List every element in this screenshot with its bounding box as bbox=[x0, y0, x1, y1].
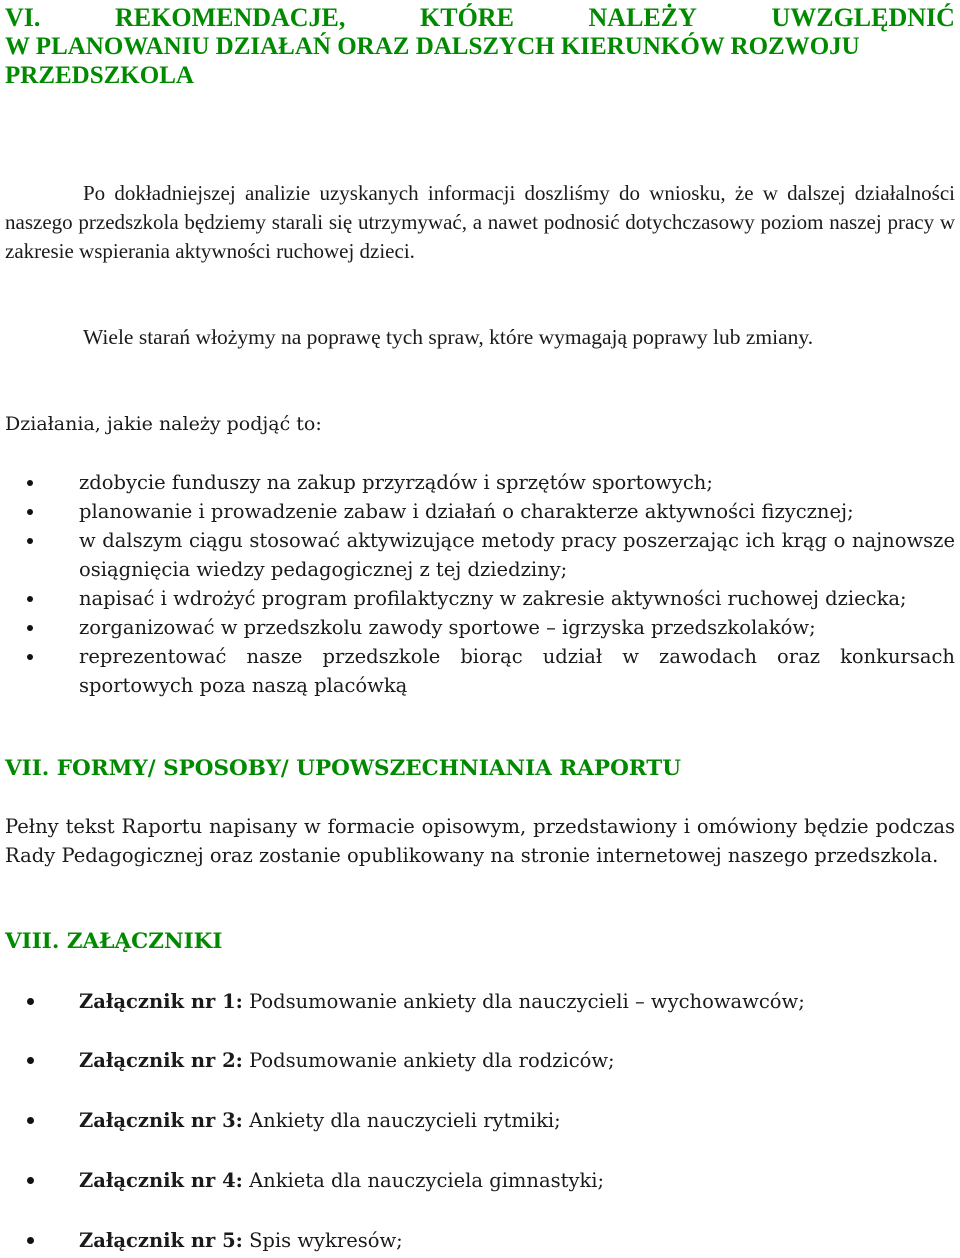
heading-word: UWZGLĘDNIĆ bbox=[771, 3, 955, 32]
list-item: w dalszym ciągu stosować aktywizujące metody pracy poszerzając ich krąg o najnowsze osiągnięcia wiedzy pedagogicznej z tej dziedziny; bbox=[0, 526, 955, 584]
list-item: planowanie i prowadzenie zabaw i działań o charakterze aktywności fizycznej; bbox=[0, 497, 955, 526]
attachment-item bbox=[0, 1046, 615, 1075]
list-item: napisać i wdrożyć program profilaktyczny w zakresie aktywności ruchowej dziecka; bbox=[0, 584, 955, 613]
list-item: reprezentować nasze przedszkole biorąc udział w zawodach oraz konkursach sportowych poza naszą placówką bbox=[0, 642, 955, 700]
attachment-text: Spis wykresów; bbox=[249, 1229, 403, 1252]
list-item: zorganizować w przedszkolu zawody sportowe – igrzyska przedszkolaków; bbox=[0, 613, 955, 642]
list-item: zdobycie funduszy na zakup przyrządów i sprzętów sportowych; bbox=[0, 468, 955, 497]
section-7-paragraph: Pełny tekst Raportu napisany w formacie opisowym, przedstawiony i omówiony będzie podczas Rady Pedagogicznej oraz zostanie opublikowany na stronie internetowej naszego przedszkola. bbox=[5, 815, 955, 867]
heading-word: VI. bbox=[5, 3, 41, 32]
heading-word: REKOMENDACJE, bbox=[115, 3, 346, 32]
heading-word: KTÓRE bbox=[420, 3, 514, 32]
heading-line-3: PRZEDSZKOLA bbox=[5, 62, 194, 89]
attachment-text: Ankiety dla nauczycieli rytmiki; bbox=[249, 1109, 561, 1132]
attachment-label: Załącznik nr 1: bbox=[79, 990, 243, 1013]
attachment-item bbox=[0, 987, 805, 1016]
attachment-label: Załącznik nr 5: bbox=[79, 1229, 243, 1252]
section-8-heading: VIII. ZAŁĄCZNIKI bbox=[5, 929, 223, 954]
attachment-text: Podsumowanie ankiety dla rodziców; bbox=[249, 1049, 615, 1072]
actions-lead: Działania, jakie należy podjąć to: bbox=[5, 413, 322, 435]
paragraph-conclusions: Po dokładniejszej analizie uzyskanych informacji doszliśmy do wniosku, że w dalszej działalności naszego przedszkola będziemy starali się utrzymywać, a nawet podnosić dotychczasowy poziom naszej pracy w zakresie wspierania aktywności ruchowej dzieci. bbox=[5, 181, 955, 263]
section-7-heading: VII. FORMY/ SPOSOBY/ UPOWSZECHNIANIA RAPORTU bbox=[5, 756, 682, 781]
heading-word: NALEŻY bbox=[588, 3, 697, 32]
attachment-item bbox=[0, 1106, 561, 1135]
attachment-text: Ankieta dla nauczyciela gimnastyki; bbox=[249, 1169, 605, 1192]
attachment-label: Załącznik nr 3: bbox=[79, 1109, 243, 1132]
paragraph-improvements: Wiele starań włożymy na poprawę tych spraw, które wymagają poprawy lub zmiany. bbox=[83, 325, 814, 349]
attachment-text: Podsumowanie ankiety dla nauczycieli – wychowawców; bbox=[249, 990, 805, 1013]
attachment-label: Załącznik nr 2: bbox=[79, 1049, 243, 1072]
attachment-item bbox=[0, 1166, 604, 1195]
heading-line-2: W PLANOWANIU DZIAŁAŃ ORAZ DALSZYCH KIERUNKÓW ROZWOJU bbox=[5, 33, 860, 60]
attachment-label: Załącznik nr 4: bbox=[79, 1169, 243, 1192]
attachment-item bbox=[0, 1226, 403, 1255]
